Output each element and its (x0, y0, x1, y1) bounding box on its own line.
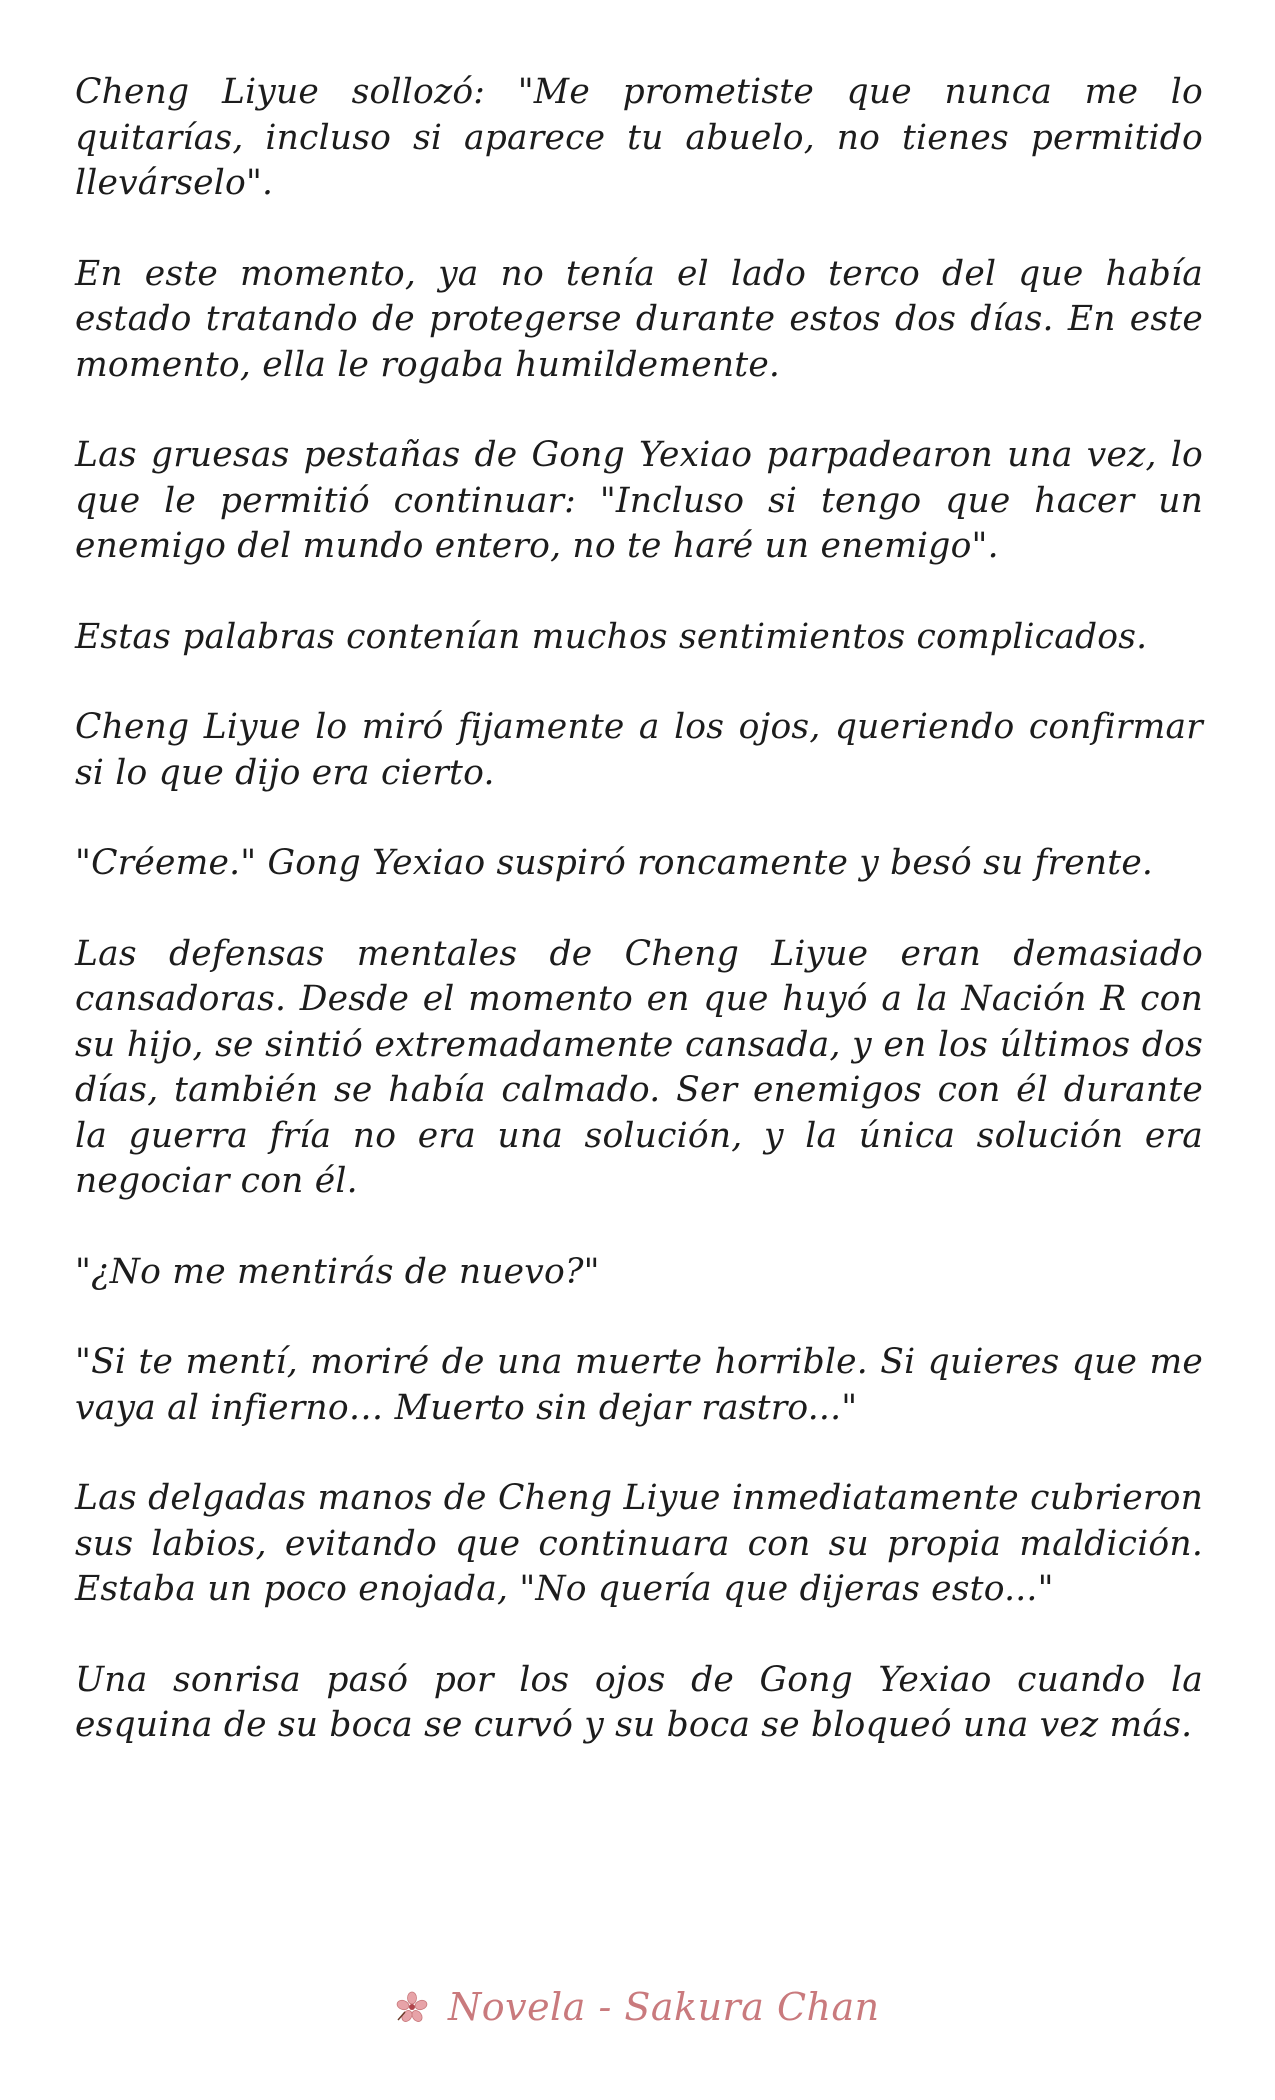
watermark (0, 1985, 1275, 2029)
paragraph: Las delgadas manos de Cheng Liyue inmediatamente cubrieron sus labios, evitando que continuara con su propia maldición. Estaba un poco enojada, "No quería que dijeras esto..." (75, 1478, 1203, 1609)
paragraph: Cheng Liyue lo miró fijamente a los ojos, queriendo confirmar si lo que dijo era cierto. (75, 707, 1203, 793)
paragraph: "Créeme." Gong Yexiao suspiró roncamente y besó su frente. (75, 843, 1154, 883)
paragraph: En este momento, ya no tenía el lado terco del que había estado tratando de protegerse durante estos dos días. En este momento, ella le rogaba humildemente. (75, 253, 1203, 385)
paragraph: Las gruesas pestañas de Gong Yexiao parpadearon una vez, lo que le permitió continuar: "Incluso si tengo que hacer un enemigo del mundo entero, no te haré un enemigo". (75, 435, 1203, 566)
paragraph: "Si te mentí, moriré de una muerte horrible. Si quieres que me vaya al infierno… Muerto sin dejar rastro..." (75, 1342, 1203, 1428)
paragraph: Las defensas mentales de Cheng Liyue eran demasiado cansadoras. Desde el momento en que huyó a la Nación R con su hijo, se sintió extremadamente cansada, y en los últimos dos días, también se había calmado. Ser enemigos con él durante la guerra fría no era una solución, y la única solución era negociar con él. (75, 933, 1203, 1201)
paragraph: Cheng Liyue sollozó: "Me prometiste que nunca me lo quitarías, incluso si aparece tu abuelo, no tienes permitido llevárselo". (75, 72, 1203, 203)
paragraph: "¿No me mentirás de nuevo?" (75, 1251, 600, 1292)
paragraph: Una sonrisa pasó por los ojos de Gong Yexiao cuando la esquina de su boca se curvó y su boca se bloqueó una vez más. (75, 1659, 1203, 1745)
document-body (75, 70, 1203, 1794)
watermark-text: Novela - Sakura Chan (447, 1985, 880, 2029)
paragraph: Estas palabras contenían muchos sentimientos complicados. (75, 616, 1148, 657)
sakura-flower-icon (395, 1989, 429, 2023)
